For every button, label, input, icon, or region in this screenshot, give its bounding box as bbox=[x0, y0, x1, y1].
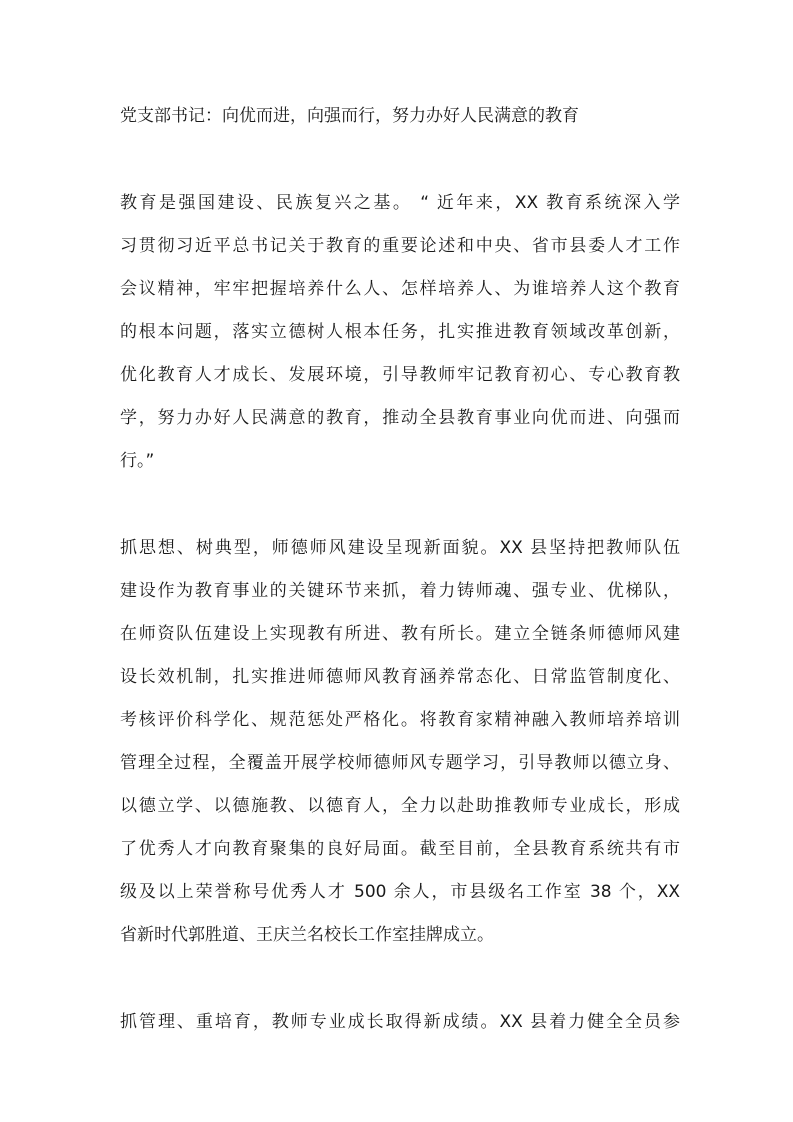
paragraph-line: 抓思想、树典型，师德师风建设呈现新面貌。XX 县坚持把教师队伍 bbox=[120, 538, 680, 558]
paragraph-line: 教育是强国建设、民族复兴之基。 “ 近年来，XX 教育系统深入学 bbox=[120, 193, 680, 213]
paragraph-line: 以德立学、以德施教、以德育人，全力以赴助推教师专业成长，形成 bbox=[120, 796, 680, 816]
paragraph-line: 了优秀人才向教育聚集的良好局面。截至目前，全县教育系统共有市 bbox=[120, 839, 680, 859]
paragraph-line: 建设作为教育事业的关键环节来抓，着力铸师魂、强专业、优梯队， bbox=[120, 581, 680, 601]
paragraph-line: 会议精神，牢牢把握培养什么人、怎样培养人、为谁培养人这个教育 bbox=[120, 279, 680, 299]
paragraph-line: 学，努力办好人民满意的教育，推动全县教育事业向优而进、向强而 bbox=[120, 408, 680, 428]
paragraph-line: 省新时代郭胜道、王庆兰名校长工作室挂牌成立。 bbox=[120, 925, 494, 945]
paragraph-line: 抓管理、重培育，教师专业成长取得新成绩。XX 县着力健全全员参 bbox=[120, 1012, 680, 1032]
paragraph-line: 习贯彻习近平总书记关于教育的重要论述和中央、省市县委人才工作 bbox=[120, 236, 680, 256]
document-title: 党支部书记：向优而进，向强而行，努力办好人民满意的教育 bbox=[120, 106, 579, 126]
paragraph-line: 考核评价科学化、规范惩处严格化。将教育家精神融入教师培养培训 bbox=[120, 710, 680, 730]
paragraph-line: 管理全过程，全覆盖开展学校师德师风专题学习，引导教师以德立身、 bbox=[120, 753, 680, 773]
paragraph-line: 的根本问题，落实立德树人根本任务，扎实推进教育领域改革创新， bbox=[120, 322, 680, 342]
paragraph-line: 在师资队伍建设上实现教有所进、教有所长。建立全链条师德师风建 bbox=[120, 624, 680, 644]
paragraph-line: 行。” bbox=[120, 451, 155, 471]
paragraph-line: 优化教育人才成长、发展环境，引导教师牢记教育初心、专心教育教 bbox=[120, 365, 680, 385]
paragraph-line: 级及以上荣誉称号优秀人才 500 余人，市县级名工作室 38 个，XX bbox=[120, 882, 680, 902]
paragraph-line: 设长效机制，扎实推进师德师风教育涵养常态化、日常监管制度化、 bbox=[120, 667, 680, 687]
